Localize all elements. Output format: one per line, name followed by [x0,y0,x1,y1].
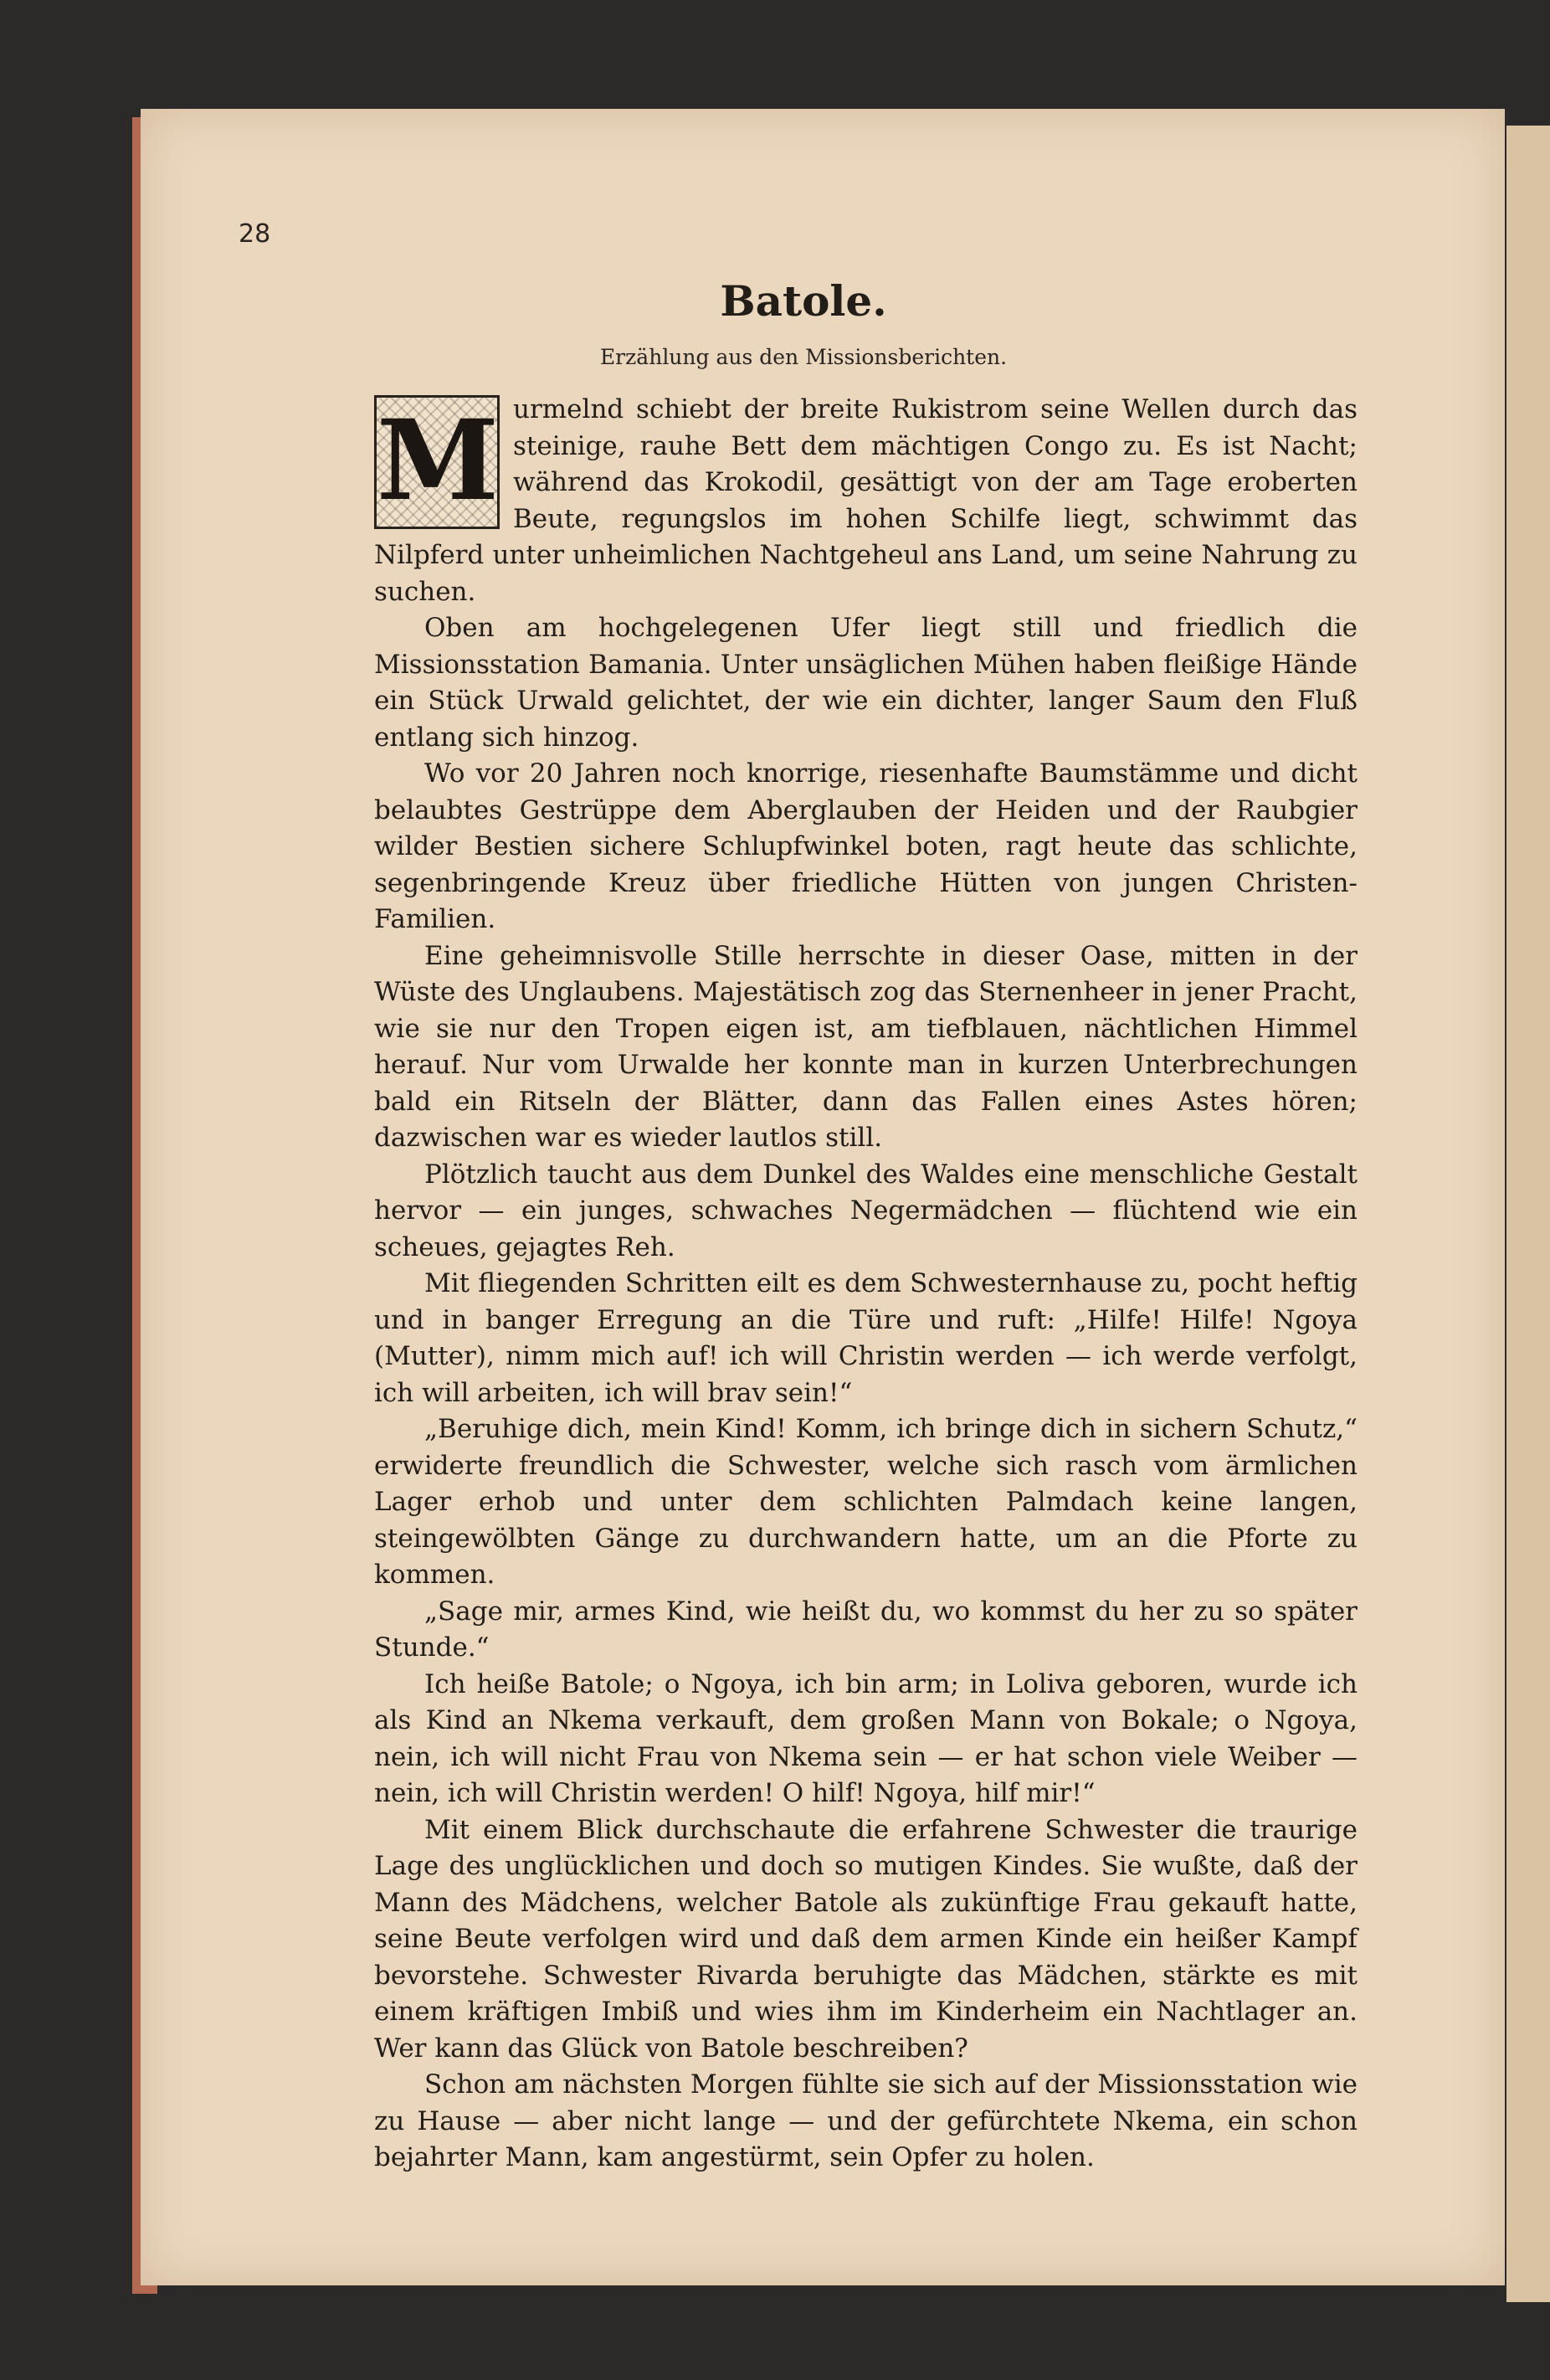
drop-cap-letter: M [377,396,500,526]
paragraph-5: Plötzlich taucht aus dem Dunkel des Waldes eine menschliche Gestalt hervor — ein junges, schwaches Negermädchen — flüchtend wie ein scheues, gejagtes Reh. [374,1159,1358,1262]
paragraph-1 [374,392,1358,610]
paragraph-8: „Sage mir, armes Kind, wie heißt du, wo kommst du her zu so später Stunde.“ [374,1596,1358,1663]
story-subtitle: Erzählung aus den Missionsberichten. [599,345,1008,369]
paragraph-7: „Beruhige dich, mein Kind! Komm, ich bringe dich in sichern Schutz,“ erwiderte freundlich die Schwester, welche sich rasch vom ärmlichen Lager erhob und unter dem schlichten Palmdach keine langen, steingewölbten Gänge zu durchwandern hatte, um an die Pforte zu kommen. [374,1414,1358,1590]
ornamental-drop-cap [374,395,500,529]
adjacent-page-edge [1506,126,1550,2302]
paragraph-10: Mit einem Blick durchschaute die erfahrene Schwester die traurige Lage des unglücklichen und doch so mutigen Kindes. Sie wußte, daß der Mann des Mädchens, welcher Batole als zukünftige Frau gekauft hatte, seine Beute verfolgen wird und daß dem armen Kinde ein heißer Kampf bevorstehe. Schwester Rivarda beruhigte das Mädchen, stärkte es mit einem kräftigen Imbiß und wies ihm im Kinderheim ein Nachtlager an. Wer kann das Glück von Batole beschreiben? [374,1814,1358,2064]
page-number: 28 [239,219,271,249]
paragraph-9: Ich heiße Batole; o Ngoya, ich bin arm; in Loliva geboren, wurde ich als Kind an Nkema verkauft, dem großen Mann von Bokale; o Ngoya, nein, ich will nicht Frau von Nkema sein — er hat schon viele Weiber — nein, ich will Christin werden! O hilf! Ngoya, hilf mir!“ [374,1668,1358,1808]
paragraph-text: urmelnd schiebt der breite Rukistrom seine Wellen durch das steinige, rauhe Bett dem mächtigen Congo zu. Es ist Nacht; während das Krokodil, gesättigt von der am Tage eroberten Beute, regungslos im hohen Schilfe liegt, schwimmt das Nilpferd unter unheimlichen Nachtgeheul ans Land, um seine Nahrung zu suchen. [374,394,1358,607]
paragraph-11: Schon am nächsten Morgen fühlte sie sich auf der Missionsstation wie zu Hause — aber nicht lange — und der gefürchtete Nkema, ein schon bejahrter Mann, kam angestürmt, sein Opfer zu holen. [374,2069,1358,2172]
paragraph-3: Wo vor 20 Jahren noch knorrige, riesenhafte Baumstämme und dicht belaubtes Gestrüppe dem Aberglauben der Heiden und der Raubgier wilder Bestien sichere Schlupfwinkel boten, ragt heute das schlichte, segenbringende Kreuz über friedliche Hütten von jungen Christen-Familien. [374,758,1358,934]
paragraph-4: Eine geheimnisvolle Stille herrschte in dieser Oase, mitten in der Wüste des Unglaubens. Majestätisch zog das Sternenheer in jener Pracht, wie sie nur den Tropen eigen ist, am tiefblauen, nächtlichen Himmel herauf. Nur vom Urwalde her konnte man in kurzen Unterbrechungen bald ein Ritseln der Blätter, dann das Fallen eines Astes hören; dazwischen war es wieder lautlos still. [374,940,1358,1153]
paragraph-2: Oben am hochgelegenen Ufer liegt still und friedlich die Missionsstation Bamania. Unter unsäglichen Mühen haben fleißige Hände ein Stück Urwald gelichtet, der wie ein dichter, langer Saum den Fluß entlang sich hinzog. [374,613,1358,753]
paragraph-6: Mit fliegenden Schritten eilt es dem Schwesternhause zu, pocht heftig und in banger Erregung an die Türe und ruft: „Hilfe! Hilfe! Ngoya (Mutter), nimm mich auf! ich will Christin werden — ich werde verfolgt, ich will arbeiten, ich will brav sein!“ [374,1268,1358,1408]
story-title: Batole. [720,276,887,326]
story-body [374,392,1358,2172]
